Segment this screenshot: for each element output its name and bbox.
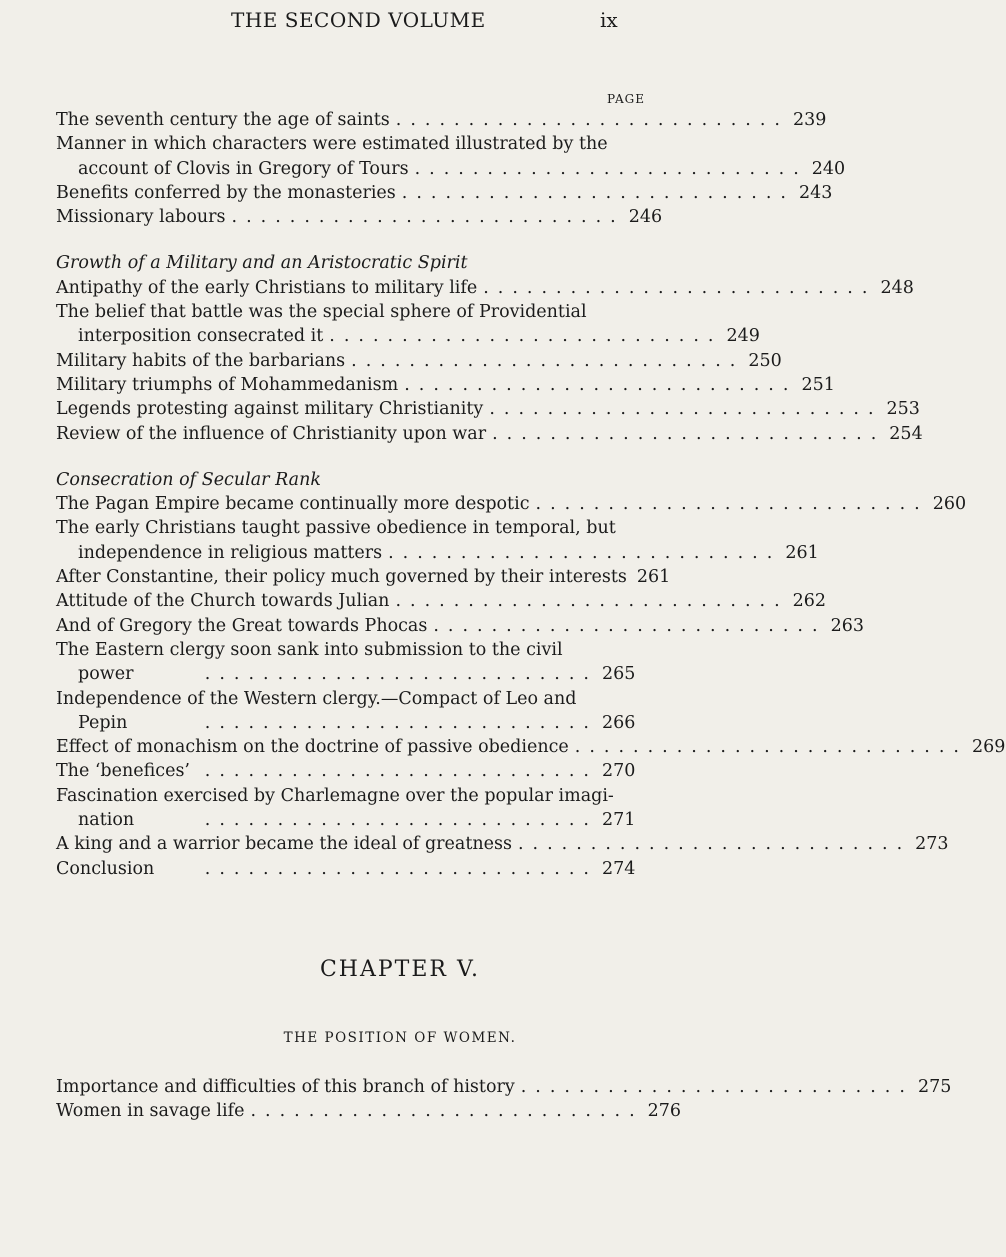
toc-entry-text: nation: [78, 810, 135, 831]
toc-entry-text: Military triumphs of Mohammedanism: [56, 374, 399, 395]
toc-entry: [56, 492, 967, 516]
toc-entry-page: 275: [917, 1077, 952, 1097]
toc-entry-line: [56, 711, 636, 735]
toc-entry-line: [56, 205, 663, 229]
toc-entry-text: Review of the influence of Christianity upon war: [56, 423, 487, 444]
toc-entry-text: The seventh century the age of saints: [56, 110, 390, 130]
dot-leader: ...........................: [395, 110, 789, 130]
dot-leader: ...........................: [351, 350, 745, 371]
toc-entry-text: independence in religious matters: [78, 542, 383, 563]
toc-entry-text: Benefits conferred by the monasteries: [56, 182, 396, 203]
toc-entry: [56, 735, 1006, 759]
toc-entry-line: [56, 397, 920, 421]
dot-leader: ...........................: [414, 158, 808, 179]
toc-entry-page: 240: [811, 158, 846, 179]
toc-entry-page: 262: [792, 591, 827, 612]
toc-entry-text: account of Clovis in Gregory of Tours: [78, 158, 409, 179]
dot-leader: ...........................: [401, 182, 795, 203]
dot-leader: ...........................: [574, 737, 968, 758]
toc-entry-page: 260: [932, 494, 967, 515]
toc-entry-line: [56, 108, 827, 132]
toc-entry: [56, 1099, 682, 1123]
table-of-contents: [56, 108, 1006, 881]
toc-entry: [56, 132, 846, 181]
dot-leader: ...........................: [204, 761, 598, 782]
toc-entry: [56, 373, 835, 397]
toc-entry-page: 246: [628, 207, 663, 228]
toc-entry: [56, 857, 636, 881]
section-heading-rank: Consecration of Secular Rank: [56, 469, 321, 490]
toc-entry: [56, 300, 760, 349]
chapter-title: CHAPTER V.: [319, 957, 481, 982]
toc-entry: [56, 422, 923, 446]
dot-leader: ...........................: [329, 326, 723, 347]
toc-entry: [56, 1075, 952, 1099]
toc-entry-page: 253: [886, 399, 920, 420]
toc-entry: [56, 108, 827, 132]
toc-entry-text: The Pagan Empire became continually more despotic: [56, 494, 530, 515]
dot-leader: ...........................: [404, 374, 798, 395]
toc-entry-page: 239: [792, 110, 827, 130]
toc-entry-line: [56, 276, 914, 300]
toc-entry-text: interposition consecrated it: [78, 326, 324, 347]
dot-leader: ...........................: [433, 615, 827, 636]
dot-leader: ...........................: [204, 664, 598, 685]
toc-entry: [56, 565, 671, 589]
toc-entry-text: A king and a warrior became the ideal of greatness: [56, 834, 512, 855]
toc-entry-text: And of Gregory the Great towards Phocas: [56, 615, 428, 636]
toc-entry-text: Antipathy of the early Christians to military life: [56, 277, 478, 298]
dot-leader: ...........................: [535, 494, 929, 515]
toc-group-military: [56, 276, 923, 446]
dot-leader: ...........................: [483, 277, 877, 298]
toc-entry: [56, 205, 663, 229]
page-number: ix: [600, 8, 618, 32]
toc-entry-text: Military habits of the barbarians: [56, 350, 346, 371]
dot-leader: ...........................: [250, 1101, 644, 1122]
toc-entry-page: 274: [602, 858, 636, 879]
toc-entry-text: Legends protesting against military Christianity: [56, 399, 484, 420]
toc-entry-first-line: Fascination exercised by Charlemagne over the popular imagi-: [56, 785, 614, 806]
toc-entry-page: 248: [880, 277, 914, 298]
section-heading-military: Growth of a Military and an Aristocratic Spirit: [56, 253, 468, 274]
toc-entry-page: 254: [889, 423, 923, 444]
toc-entry-first-line: Manner in which characters were estimated illustrated by the: [56, 134, 608, 155]
dot-leader: ...........................: [231, 207, 625, 228]
toc-entry-page: 250: [748, 350, 782, 371]
toc-entry-page: 251: [801, 374, 835, 395]
dot-leader: ...........................: [204, 712, 598, 733]
toc-entry-text: Effect of monachism on the doctrine of passive obedience: [56, 737, 569, 758]
toc-entry: [56, 276, 914, 300]
toc-entry-page: 271: [602, 810, 636, 831]
running-title: THE SECOND VOLUME: [231, 8, 486, 32]
toc-entry-line: [56, 1099, 682, 1123]
toc-entry-text: Women in savage life: [56, 1101, 245, 1122]
toc-entry-page: 269: [971, 737, 1006, 758]
toc-entry-first-line: The Eastern clergy soon sank into submission to the civil: [56, 639, 563, 660]
toc-entry-page: 249: [726, 326, 760, 347]
toc-entry-page: 261: [785, 542, 819, 563]
toc-entry-line: [56, 492, 967, 516]
toc-entry: [56, 397, 920, 421]
dot-leader: ...........................: [388, 542, 782, 563]
dot-leader: ...........................: [204, 810, 598, 831]
toc-group-rank: [56, 492, 1006, 881]
toc-entry-line: [56, 589, 827, 613]
toc-entry-text: Conclusion: [56, 858, 155, 879]
running-header: [0, 6, 800, 36]
toc-entry-text: The ‘benefices’: [56, 761, 190, 782]
toc-entry-text: Attitude of the Church towards Julian: [56, 591, 390, 612]
toc-entry-text: Missionary labours: [56, 207, 226, 228]
toc-entry: [56, 687, 636, 736]
page-column-label: PAGE: [607, 92, 645, 106]
table-of-contents-chapter: [56, 1075, 952, 1124]
toc-entry-line: [56, 324, 760, 348]
toc-entry-line: [56, 857, 636, 881]
toc-entry: [56, 181, 833, 205]
toc-entry: [56, 759, 636, 783]
chapter-subtitle: THE POSITION OF WOMEN.: [283, 1030, 517, 1046]
toc-entry-line: [56, 565, 671, 589]
dot-leader: ...........................: [520, 1077, 914, 1097]
toc-entry-line: [56, 662, 636, 686]
toc-entry-page: 243: [798, 182, 833, 203]
toc-entry-page: 276: [647, 1101, 682, 1122]
toc-entry-line: [56, 422, 923, 446]
toc-entry-text: power: [78, 664, 134, 685]
toc-entry-text: Pepin: [78, 712, 128, 733]
toc-entry-first-line: The belief that battle was the special sphere of Providential: [56, 302, 587, 323]
toc-group-chapter: [56, 1075, 952, 1124]
toc-entry-line: [56, 181, 833, 205]
toc-entry-line: [56, 349, 782, 373]
toc-entry: [56, 614, 864, 638]
dot-leader: ...........................: [492, 423, 886, 444]
toc-entry: [56, 516, 819, 565]
toc-entry-page: 263: [830, 615, 864, 636]
toc-entry-line: [56, 759, 636, 783]
toc-entry-line: [56, 157, 846, 181]
toc-entry-line: [56, 614, 864, 638]
toc-entry-page: 266: [602, 712, 636, 733]
toc-entry-line: [56, 373, 835, 397]
toc-entry-page: 265: [602, 664, 636, 685]
dot-leader: ...........................: [395, 591, 789, 612]
dot-leader: ...........................: [204, 858, 598, 879]
toc-group-top: [56, 108, 846, 229]
toc-entry: [56, 589, 827, 613]
toc-entry: [56, 832, 949, 856]
toc-entry-text: Importance and difficulties of this branch of history: [56, 1077, 515, 1097]
toc-entry-line: [56, 735, 1006, 759]
toc-entry-line: [56, 1075, 952, 1099]
toc-entry-first-line: Independence of the Western clergy.—Compact of Leo and: [56, 688, 577, 709]
toc-entry: [56, 638, 636, 687]
toc-entry-page: 270: [602, 761, 636, 782]
toc-entry-text: After Constantine, their policy much governed by their interests: [56, 567, 627, 588]
toc-entry: [56, 784, 636, 833]
dot-leader: ...........................: [517, 834, 912, 855]
toc-entry: [56, 349, 782, 373]
toc-entry-line: [56, 808, 636, 832]
toc-entry-first-line: The early Christians taught passive obedience in temporal, but: [56, 518, 616, 539]
toc-entry-page: 273: [915, 834, 949, 855]
toc-entry-page: 261: [636, 567, 671, 588]
dot-leader: ...........................: [489, 399, 883, 420]
toc-entry-line: [56, 541, 819, 565]
toc-entry-line: [56, 832, 949, 856]
